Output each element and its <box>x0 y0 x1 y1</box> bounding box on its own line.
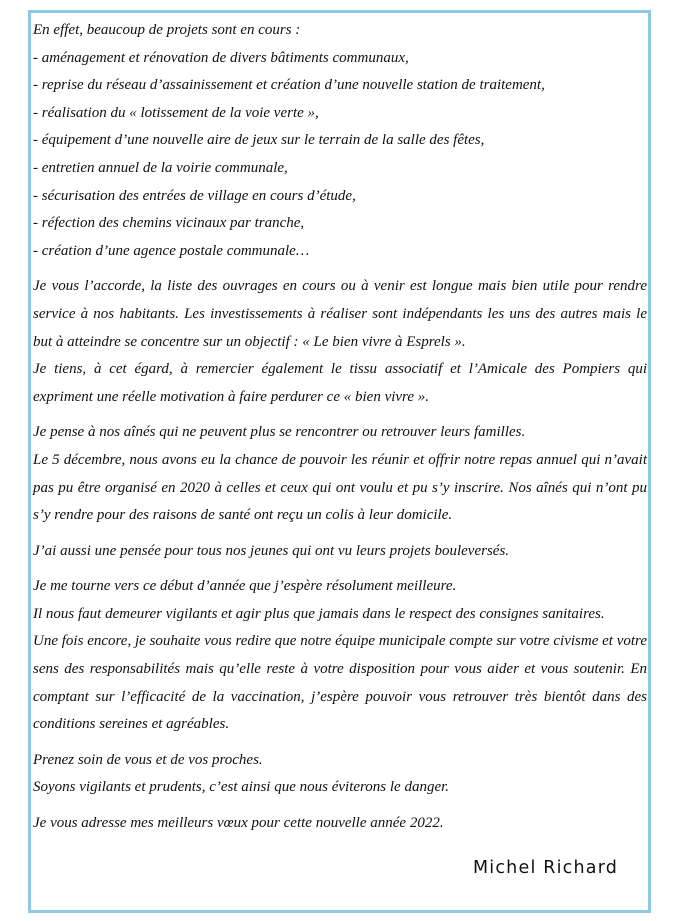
project-item: - reprise du réseau d’assainissement et création d’une nouvelle station de traitement, <box>33 77 545 94</box>
project-item: - aménagement et rénovation de divers bâtiments communaux, <box>33 49 409 66</box>
paragraph-elders: Je pense à nos aînés qui ne peuvent plus se rencontrer ou retrouver leurs familles. <box>33 424 526 441</box>
paragraph-vigilance: Il nous faut demeurer vigilants et agir plus que jamais dans le respect des consignes sanitaires. <box>33 605 605 622</box>
project-item: - réalisation du « lotissement de la voie verte », <box>33 104 319 121</box>
paragraph-new-year: Je me tourne vers ce début d’année que j’espère résolument meilleure. <box>33 578 457 595</box>
letter-body <box>33 17 647 838</box>
paragraph-december-meal: Le 5 décembre, nous avons eu la chance de pouvoir les réunir et offrir notre repas annuel qui n’avait pas pu être organisé en 2020 à celles et ceux qui ont voulu et pu s’y inscrire. Nos aînés qui n’ont pu s’y rendre pour des raisons de santé ont reçu un colis à leur domicile. <box>33 451 647 524</box>
project-list <box>33 45 647 266</box>
project-item: - entretien annuel de la voirie communale, <box>33 159 288 176</box>
paragraph-wishes: Je vous adresse mes meilleurs vœux pour cette nouvelle année 2022. <box>33 815 444 832</box>
paragraph-youth: J’ai aussi une pensée pour tous nos jeunes qui ont vu leurs projets bouleversés. <box>33 542 510 559</box>
signature: Michel Richard <box>473 858 619 878</box>
paragraph-thanks-associations: Je tiens, à cet égard, à remercier également le tissu associatif et l’Amicale des Pompiers qui expriment une réelle motivation à faire perdurer ce « bien vivre ». <box>33 361 647 405</box>
paragraph-municipal-team: Une fois encore, je souhaite vous redire que notre équipe municipale compte sur votre civisme et votre sens des responsabilités mais qu’elle reste à votre disposition pour vous aider et vous soutenir. En comptant sur l’efficacité de la vaccination, j’espère pouvoir vous retrouver très bientôt dans des conditions sereines et agréables. <box>33 633 647 733</box>
paragraph-take-care: Prenez soin de vous et de vos proches. <box>33 751 263 768</box>
paragraph-projects-commitment: Je vous l’accorde, la liste des ouvrages en cours ou à venir est longue mais bien utile pour rendre service à nos habitants. Les investissements à réaliser sont indépendants les uns des autres mais le but à atteindre se concentre sur un objectif : « Le bien vivre à Esprels ». <box>33 278 647 350</box>
project-item: - création d’une agence postale communale… <box>33 242 310 259</box>
intro-line: En effet, beaucoup de projets sont en cours : <box>33 22 301 38</box>
project-item: - équipement d’une nouvelle aire de jeux sur le terrain de la salle des fêtes, <box>33 132 485 149</box>
paragraph-prudence: Soyons vigilants et prudents, c’est ainsi que nous éviterons le danger. <box>33 779 450 796</box>
project-item: - sécurisation des entrées de village en cours d’étude, <box>33 187 356 204</box>
project-item: - réfection des chemins vicinaux par tranche, <box>33 215 305 232</box>
